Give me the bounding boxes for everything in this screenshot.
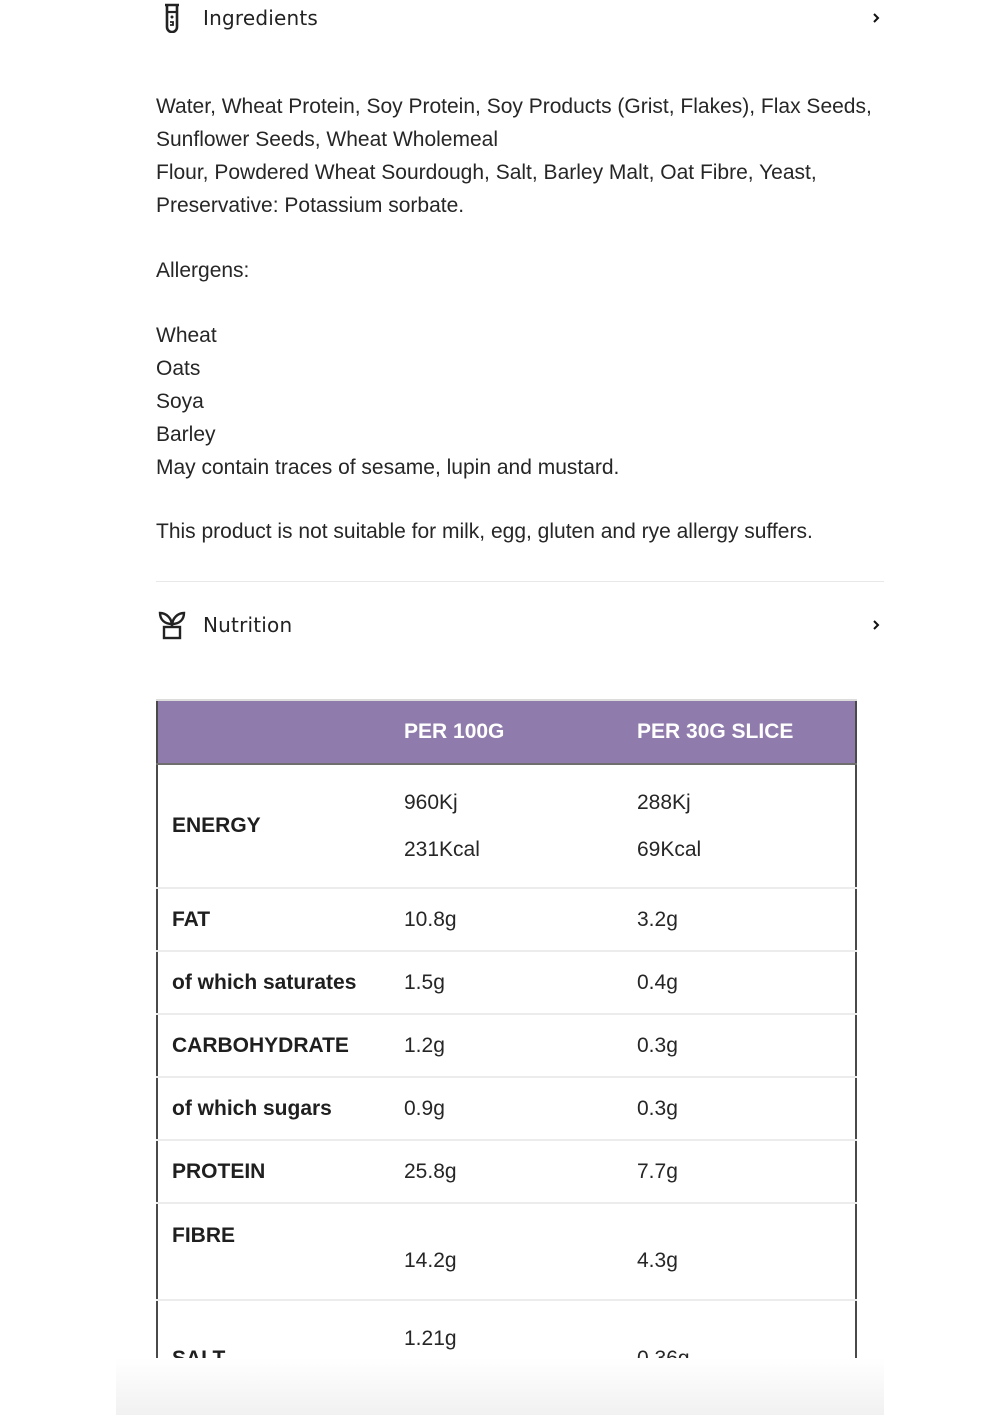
allergen-traces-note: May contain traces of sesame, lupin and mustard. — [156, 456, 620, 479]
ingredients-line: Water, Wheat Protein, Soy Protein, Soy Products (Grist, Flakes), Flax Seeds, — [156, 95, 872, 118]
energy-kcal: 69Kcal — [637, 838, 702, 861]
plant-pot-icon — [156, 609, 188, 641]
nutrition-table — [156, 699, 857, 1405]
per-100g-value: 1.21g — [404, 1300, 637, 1404]
table-row — [157, 951, 856, 1014]
nutrient-label: of which saturates — [157, 951, 404, 1014]
per-100g-value: 0.9g — [404, 1077, 637, 1140]
nutrient-label: FIBRE — [157, 1203, 404, 1300]
allergens-label: Allergens: — [156, 259, 250, 282]
ingredients-text — [156, 90, 896, 222]
table-row-energy — [157, 764, 856, 888]
column-header-per-100g: PER 100G — [404, 700, 637, 764]
nutrient-label: FAT — [157, 888, 404, 951]
column-header-per-slice: PER 30G SLICE — [637, 700, 856, 764]
nutrition-title: Nutrition — [203, 613, 293, 637]
energy-kcal: 231Kcal — [404, 838, 480, 861]
per-100g-value: 1.2g — [404, 1014, 637, 1077]
ingredients-line: Sunflower Seeds, Wheat Wholemeal — [156, 128, 498, 151]
energy-kj: 960Kj — [404, 791, 458, 814]
nutrient-label: CARBOHYDRATE — [157, 1014, 404, 1077]
per-slice-value: 0.3g — [637, 1014, 856, 1077]
allergen-item: Soya — [156, 390, 204, 413]
per-100g-value: 1.5g — [404, 951, 637, 1014]
nutrient-label: ENERGY — [157, 764, 404, 888]
nutrient-label: of which sugars — [157, 1077, 404, 1140]
per-slice-value: 3.2g — [637, 888, 856, 951]
allergen-item: Oats — [156, 357, 201, 380]
allergen-item: Wheat — [156, 324, 217, 347]
column-header-nutrient — [157, 700, 404, 764]
chevron-right-icon[interactable] — [868, 8, 884, 28]
nutrition-accordion-header[interactable] — [156, 605, 884, 645]
table-row — [157, 1077, 856, 1140]
ingredients-line: Preservative: Potassium sorbate. — [156, 194, 465, 217]
per-slice-value: 0.3g — [637, 1077, 856, 1140]
allergens-list — [156, 319, 896, 484]
per-100g-value: 14.2g — [404, 1203, 637, 1300]
per-slice-value: 7.7g — [637, 1140, 856, 1203]
table-row — [157, 888, 856, 951]
nutrient-label: PROTEIN — [157, 1140, 404, 1203]
section-divider — [156, 581, 884, 582]
ingredients-line: Flour, Powdered Wheat Sourdough, Salt, Barley Malt, Oat Fibre, Yeast, — [156, 161, 817, 184]
ingredients-title: Ingredients — [203, 6, 319, 30]
test-tube-icon — [156, 2, 188, 34]
nutrition-table-header — [157, 700, 856, 764]
table-row — [157, 1140, 856, 1203]
table-row — [157, 1203, 856, 1300]
ingredients-accordion-header[interactable] — [156, 0, 884, 38]
allergen-item: Barley — [156, 423, 216, 446]
bottom-fade-overlay — [116, 1358, 884, 1415]
per-100g-value: 25.8g — [404, 1140, 637, 1203]
chevron-right-icon[interactable] — [868, 615, 884, 635]
per-100g-value — [404, 764, 637, 888]
per-slice-value: 4.3g — [637, 1203, 856, 1300]
table-row — [157, 1014, 856, 1077]
per-slice-value: 0.4g — [637, 951, 856, 1014]
suitability-note: This product is not suitable for milk, egg, gluten and rye allergy suffers. — [156, 520, 813, 543]
per-100g-value: 10.8g — [404, 888, 637, 951]
energy-kj: 288Kj — [637, 791, 691, 814]
per-slice-value — [637, 764, 856, 888]
